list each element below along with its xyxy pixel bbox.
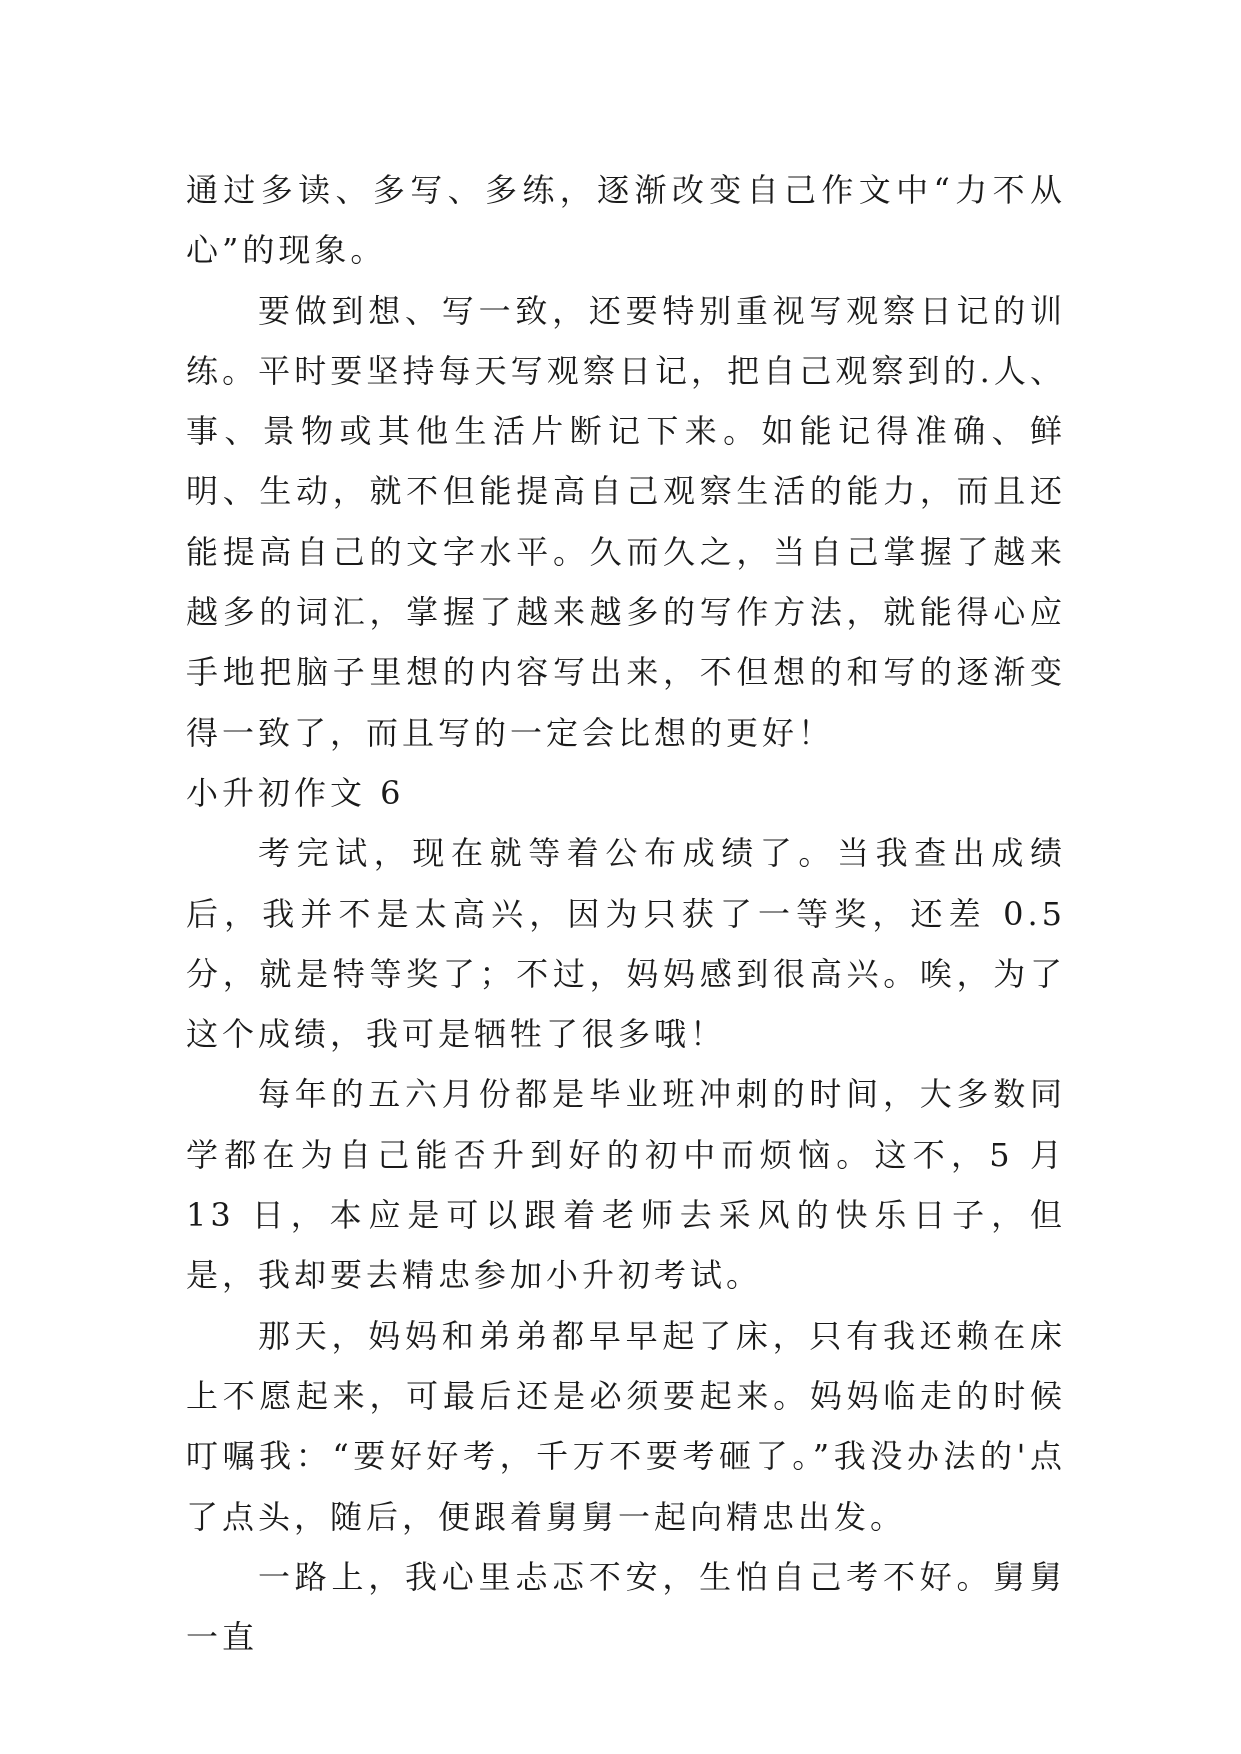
paragraph-5: 那天，妈妈和弟弟都早早起了床，只有我还赖在床上不愿起来，可最后还是必须要起来。妈妈临走的时候叮嘱我：“要好好考，千万不要考砸了。”我没办法的'点了点头，随后，便跟着舅舅一起向精忠出发。 bbox=[186, 1316, 1066, 1536]
paragraph-6: 一路上，我心里忐忑不安，生怕自己考不好。舅舅一直 bbox=[186, 1557, 1066, 1657]
paragraph-4: 每年的五六月份都是毕业班冲刺的时间，大多数同学都在为自己能否升到好的初中而烦恼。这不，5 月 13 日，本应是可以跟着老师去采风的快乐日子，但是，我却要去精忠参加小升初考试。 bbox=[186, 1075, 1066, 1295]
section-heading: 小升初作文 6 bbox=[186, 773, 405, 812]
paragraph-1: 通过多读、多写、多练，逐渐改变自己作文中“力不从心”的现象。 bbox=[186, 171, 1066, 270]
paragraph-2: 要做到想、写一致，还要特别重视写观察日记的训练。平时要坚持每天写观察日记，把自己观察到的.人、事、景物或其他生活片断记下来。如能记得准确、鲜明、生动，就不但能提高自己观察生活的能力，而且还能提高自己的文字水平。久而久之，当自己掌握了越来越多的词汇，掌握了越来越多的写作方法，就能得心应手地把脑子里想的内容写出来，不但想的和写的逐渐变得一致了，而且写的一定会比想的更好！ bbox=[186, 291, 1066, 752]
document-body bbox=[186, 160, 1066, 1667]
paragraph-3: 考完试，现在就等着公布成绩了。当我查出成绩后，我并不是太高兴，因为只获了一等奖，还差 0.5 分，就是特等奖了；不过，妈妈感到很高兴。唉，为了这个成绩，我可是牺牲了很多哦！ bbox=[186, 834, 1066, 1054]
